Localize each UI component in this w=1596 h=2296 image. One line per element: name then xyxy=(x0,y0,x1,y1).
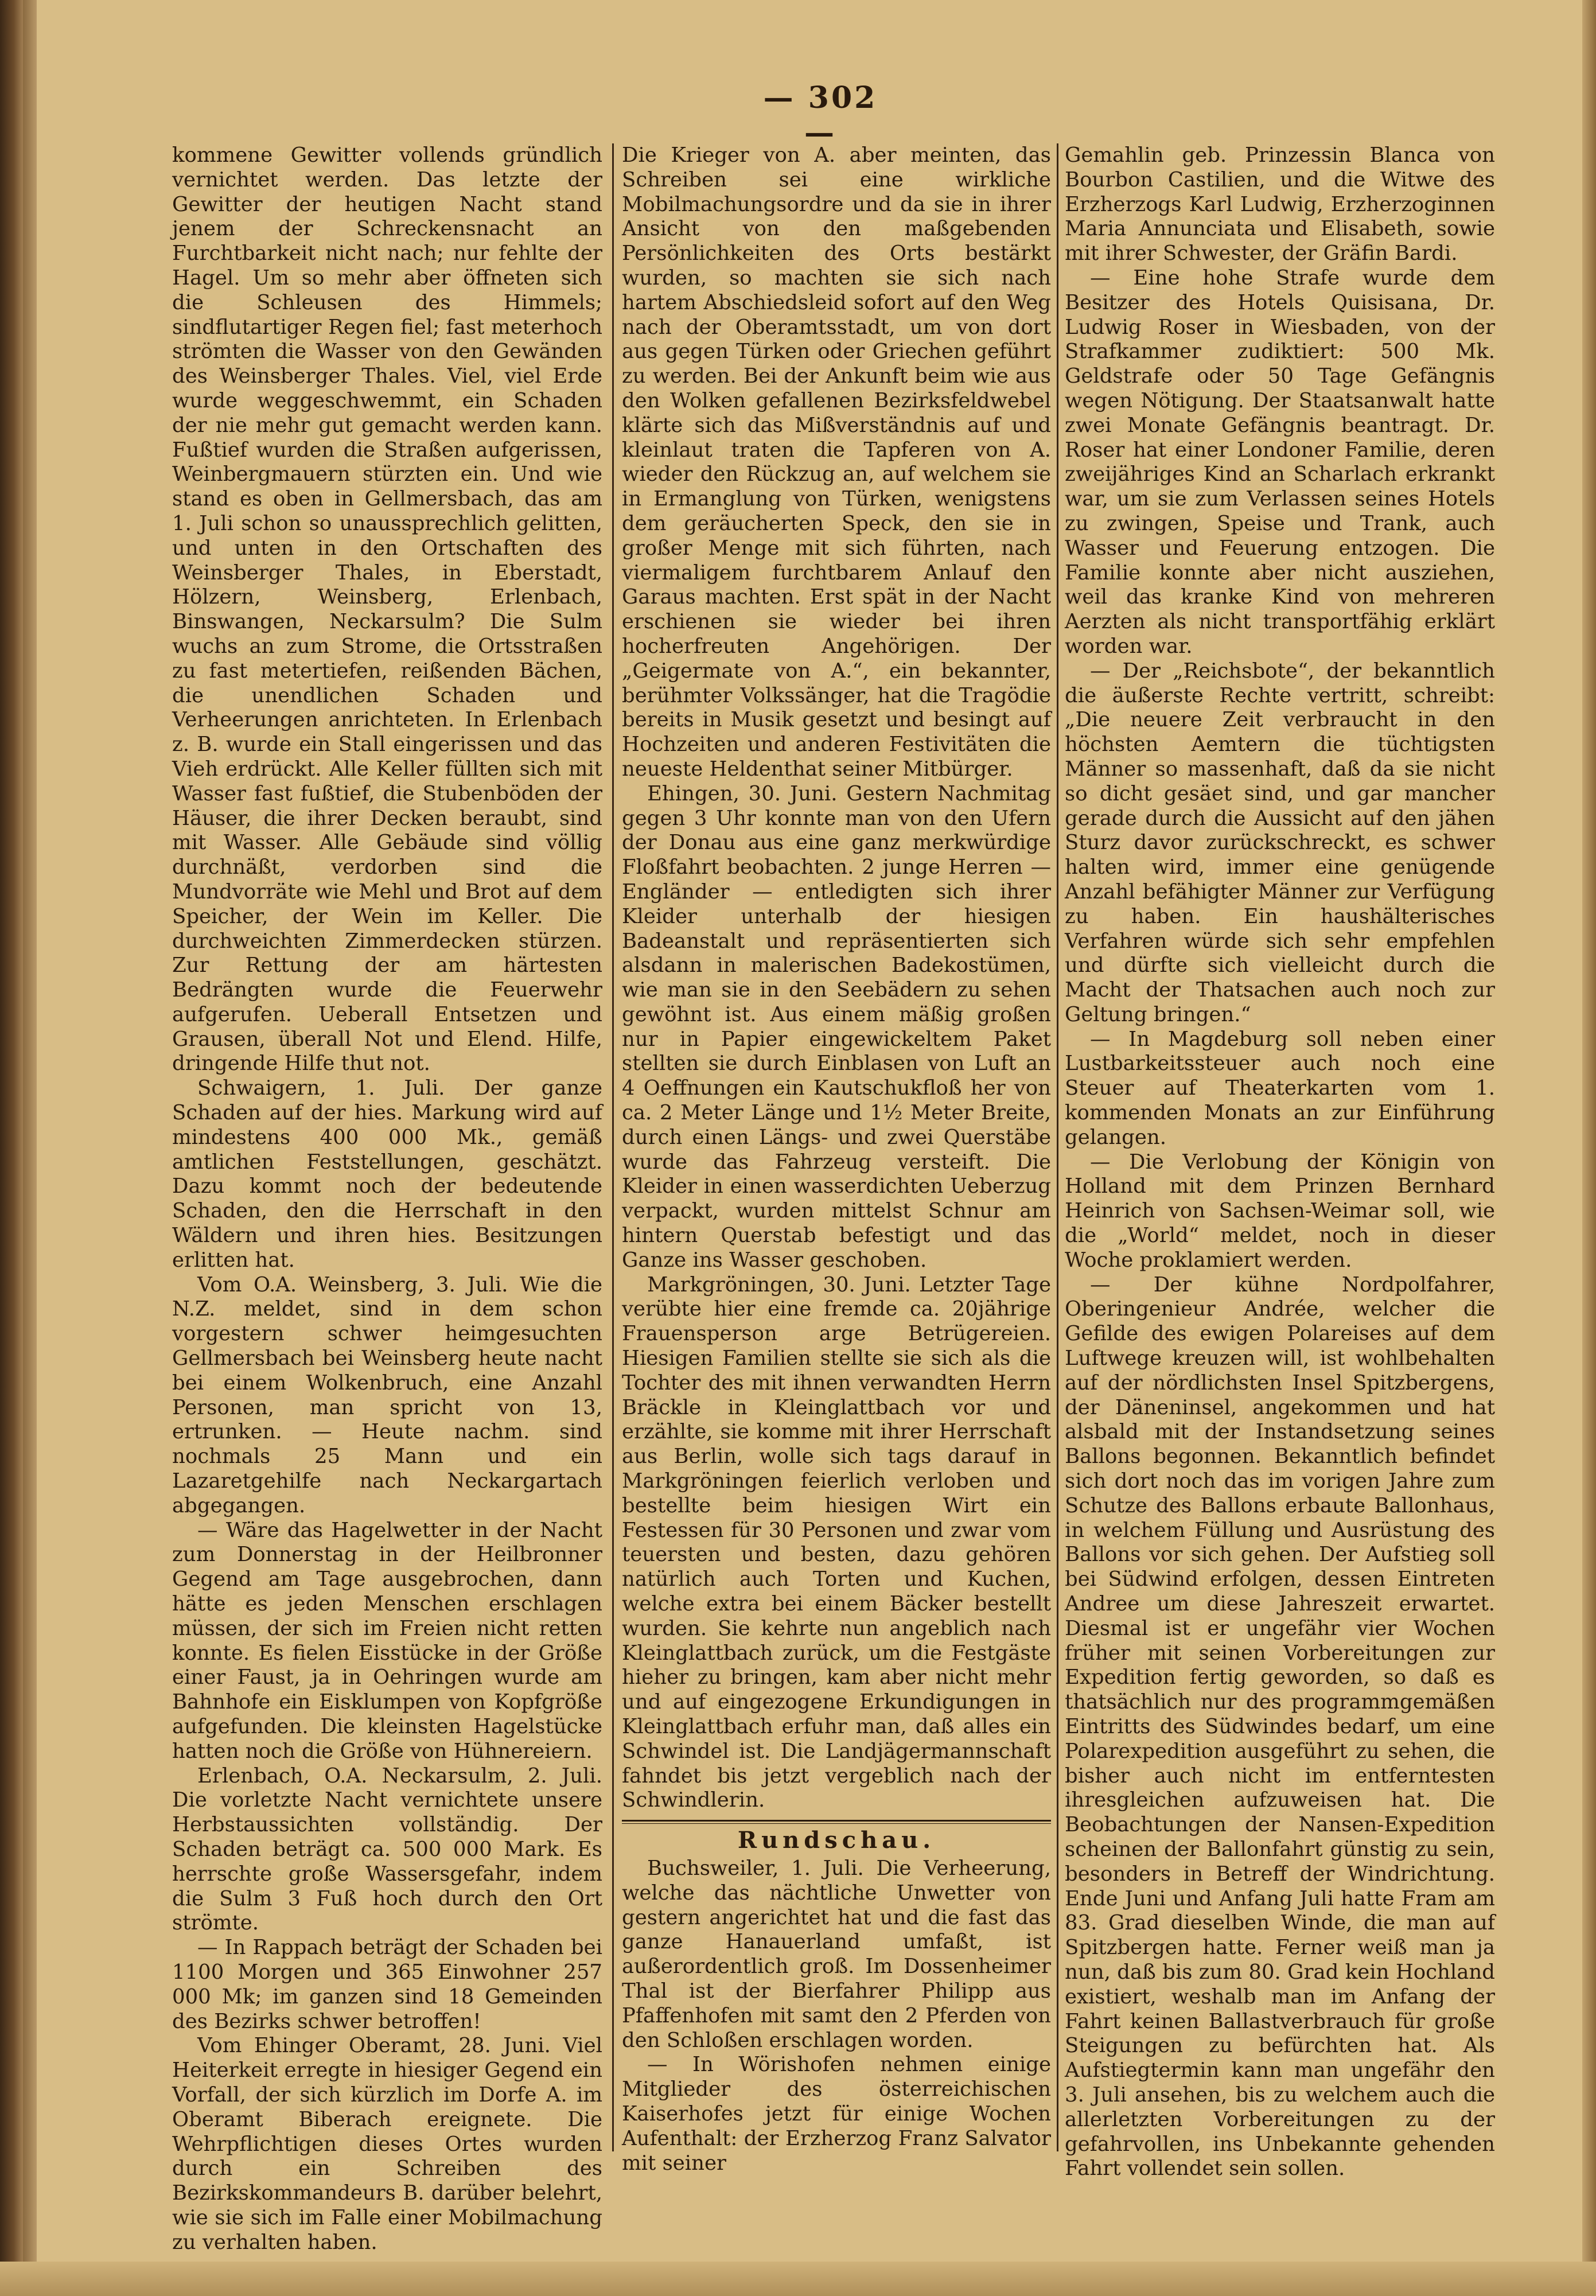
article-paragraph: kommene Gewitter vollends gründlich vernichtet werden. Das letzte der Gewitter der heutigen Nacht stand jenem der Schreckensnacht an Furchtbarkeit nicht nach; nur fehlte der Hagel. Um so mehr aber öffneten sich die Schleusen des Himmels; sindflutartiger Regen fiel; fast meterhoch strömten die Wasser von den Gewänden des Weinsberger Thales. Viel, viel Erde wurde weggeschwemmt, ein Schaden der nie mehr gut gemacht werden kann. Fußtief wurden die Straßen aufgerissen, Weinbergmauern stürzten ein. Und wie stand es oben in Gellmersbach, das am 1. Juli schon so unaussprechlich gelitten, und unten in den Ortschaften des Weinsberger Thales, in Eberstadt, Hölzern, Weinsberg, Erlenbach, Binswangen, Neckarsulm? Die Sulm wuchs an zum Strome, die Ortsstraßen zu fast metertiefen, reißenden Bächen, die unendlichen Schaden und Verheerungen anrichteten. In Erlenbach z. B. wurde ein Stall eingerissen und das Vieh erdrückt. Alle Keller füllten sich mit Wasser fast fußtief, die Stubenböden der Häuser, die ihrer Decken beraubt, sind mit Wasser. Alle Gebäude sind völlig durchnäßt, verdorben sind die Mundvorräte wie Mehl und Brot auf dem Speicher, der Wein im Keller. Die durchweichten Zimmerdecken stürzen. Zur Rettung der am härtesten Bedrängten wurde die Feuerwehr aufgerufen. Ueberall Entsetzen und Grausen, überall Not und Elend. Hilfe, dringende Hilfe thut not. xyxy=(172,143,602,1076)
page-number: — 302 — xyxy=(763,80,878,150)
section-divider xyxy=(622,1820,1051,1824)
scan-edge-bottom xyxy=(0,2262,1596,2296)
column-rule-1 xyxy=(612,143,614,2151)
article-paragraph: Vom Ehinger Oberamt, 28. Juni. Viel Heiterkeit erregte in hiesiger Gegend ein Vorfall, der sich kürzlich im Dorfe A. im Oberamt Biberach ereignete. Die Wehrpflichtigen dieses Ortes wurden durch ein Schreiben des Bezirkskommandeurs B. darüber belehrt, wie sie sich im Falle einer Mobilmachung zu verhalten haben. xyxy=(172,2034,602,2254)
scan-edge-left xyxy=(0,0,23,2296)
column-3 xyxy=(1065,143,1495,2186)
article-paragraph: Buchsweiler, 1. Juli. Die Verheerung, welche das nächtliche Unwetter von gestern angerichtet hat und die fast das ganze Hanauerland umfaßt, ist außerordentlich groß. Im Dossenheimer Thal ist der Bierfahrer Philipp aus Pfaffenhofen mit samt den 2 Pferden von den Schloßen erschlagen worden. xyxy=(622,1856,1051,2052)
article-paragraph: — In Rappach beträgt der Schaden bei 1100 Morgen und 365 Einwohner 257 000 Mk; im ganzen sind 18 Gemeinden des Bezirks schwer betroffen! xyxy=(172,1936,602,2033)
article-paragraph: Schwaigern, 1. Juli. Der ganze Schaden auf der hies. Markung wird auf mindestens 400 000 Mk., gemäß amtlichen Feststellungen, geschätzt. Dazu kommt noch der bedeutende Schaden, den die Herrschaft in den Wäldern und ihren hies. Besitzungen erlitten hat. xyxy=(172,1076,602,1272)
article-paragraph: — Wäre das Hagelwetter in der Nacht zum Donnerstag in der Heilbronner Gegend am Tage ausgebrochen, dann hätte es jeden Menschen erschlagen müssen, der sich im Freien nicht retten konnte. Es fielen Eisstücke in der Größe einer Faust, ja in Oehringen wurde am Bahnhofe ein Eisklumpen von Kopfgröße aufgefunden. Die kleinsten Hagelstücke hatten noch die Größe von Hühnereiern. xyxy=(172,1518,602,1763)
column-2 xyxy=(622,143,1051,2186)
article-paragraph: Gemahlin geb. Prinzessin Blanca von Bourbon Castilien, und die Witwe des Erzherzogs Karl Ludwig, Erzherzoginnen Maria Annunciata und Elisabeth, sowie mit ihrer Schwester, der Gräfin Bardi. xyxy=(1065,143,1495,266)
article-paragraph: — Die Verlobung der Königin von Holland mit dem Prinzen Bernhard Heinrich von Sachsen-Weimar soll, wie die „World“ meldet, noch in dieser Woche proklamiert werden. xyxy=(1065,1150,1495,1272)
article-paragraph: Markgröningen, 30. Juni. Letzter Tage verübte hier eine fremde ca. 20jährige Frauensperson arge Betrügereien. Hiesigen Familien stellte sie sich als die Tochter des mit ihnen verwandten Herrn Bräckle in Kleinglattbach vor und erzählte, sie komme mit ihrer Herrschaft aus Berlin, wolle sich tags darauf in Markgröningen feierlich verloben und bestellte beim hiesigen Wirt ein Festessen für 30 Personen und zwar vom teuersten und besten, dazu gehören natürlich auch Torten und Kuchen, welche extra bei einem Bäcker bestellt wurden. Sie kehrte nun angeblich nach Kleinglattbach zurück, um die Festgäste hieher zu bringen, kam aber nicht mehr und auf eingezogene Erkundigungen in Kleinglattbach erfuhr man, daß alles ein Schwindel ist. Die Landjägermannschaft fahndet bis jetzt vergeblich nach der Schwindlerin. xyxy=(622,1272,1051,1812)
article-paragraph: Ehingen, 30. Juni. Gestern Nachmitag gegen 3 Uhr konnte man von den Ufern der Donau aus eine ganz merkwürdige Floßfahrt beobachten. 2 junge Herren — Engländer — entledigten sich ihrer Kleider unterhalb der hiesigen Badeanstalt und repräsentierten sich alsdann in malerischen Badekostümen, wie man sie in den Seebädern zu sehen gewöhnt ist. Aus einem mäßig großen nur in Papier eingewickeltem Paket stellten sie durch Einblasen von Luft an 4 Oeffnungen ein Kautschukfloß her von ca. 2 Meter Länge und 1½ Meter Breite, durch einen Längs- und zwei Querstäbe wurde das Fahrzeug versteift. Die Kleider in einen wasserdichten Ueberzug verpackt, wurden mittelst Schnur am hintern Querstab befestigt und das Ganze ins Wasser geschoben. xyxy=(622,781,1051,1272)
article-paragraph: Die Krieger von A. aber meinten, das Schreiben sei eine wirkliche Mobilmachungsordre und da sie in ihrer Ansicht von den maßgebenden Persönlichkeiten des Orts bestärkt wurden, so machten sie sich nach hartem Abschiedsleid sofort auf den Weg nach der Oberamtsstadt, um von dort aus gegen Türken oder Griechen geführt zu werden. Bei der Ankunft beim wie aus den Wolken gefallenen Bezirksfeldwebel klärte sich das Mißverständnis auf und kleinlaut traten die Tapferen von A. wieder den Rückzug an, auf welchem sie in Ermanglung von Türken, wenigstens dem geräucherten Speck, den sie in großer Menge mit sich führten, nach viermaligem furchtbarem Anlauf den Garaus machten. Erst spät in der Nacht erschienen sie wieder bei ihren hocherfreuten Angehörigen. Der „Geigermate von A.“, ein bekannter, berühmter Volkssänger, hat die Tragödie bereits in Musik gesetzt und besingt auf Hochzeiten und anderen Festivitäten die neueste Heldenthat seiner Mitbürger. xyxy=(622,143,1051,781)
section-title: Rundschau. xyxy=(737,1827,936,1854)
article-paragraph: — Der „Reichsbote“, der bekanntlich die äußerste Rechte vertritt, schreibt: „Die neuere Zeit verbraucht in den höchsten Aemtern die tüchtigsten Männer so massenhaft, daß da sie nicht so dicht gesäet sind, und gar mancher gerade durch die Aussicht auf den jähen Sturz davor zurückschreckt, es schwer halten wird, immer eine genügende Anzahl befähigter Männer zur Verfügung zu haben. Ein haushälterisches Verfahren würde sich sehr empfehlen und dürfte sich vielleicht durch die Macht der Thatsachen auch noch zur Geltung bringen.“ xyxy=(1065,659,1495,1026)
column-rule-2 xyxy=(1057,143,1058,2151)
page-binding xyxy=(23,0,37,2296)
article-paragraph: Vom O.A. Weinsberg, 3. Juli. Wie die N.Z. meldet, sind in dem schon vorgestern schwer heimgesuchten Gellmersbach bei Weinsberg heute nacht bei einem Wolkenbruch, eine Anzahl Personen, man spricht von 13, ertrunken. — Heute nachm. sind nochmals 25 Mann und ein Lazaretgehilfe nach Neckargartach abgegangen. xyxy=(172,1272,602,1517)
article-paragraph: — Der kühne Nordpolfahrer, Oberingenieur Andrée, welcher die Gefilde des ewigen Polareises auf dem Luftwege kreuzen will, ist wohlbehalten auf der nördlichsten Insel Spitzbergens, der Däneninsel, angekommen und hat alsbald mit der Instandsetzung seines Ballons begonnen. Bekanntlich befindet sich dort noch das im vorigen Jahre zum Schutze des Ballons erbaute Ballonhaus, in welchem Füllung und Ausrüstung des Ballons vor sich gehen. Der Aufstieg soll bei Südwind erfolgen, dessen Eintreten Andree um diese Jahreszeit erwartet. Diesmal ist er ungefähr vier Wochen früher mit seinen Vorbereitungen zur Expedition fertig geworden, so daß es thatsächlich nur des programmgemäßen Eintritts des Südwindes bedarf, um eine Polarexpedition ausgeführt zu sehen, die bisher auch nicht im entferntesten ihresgleichen aufzuweisen hat. Die Beobachtungen der Nansen-Expedition scheinen der Ballonfahrt günstig zu sein, besonders in Betreff der Windrichtung. Ende Juni und Anfang Juli hatte Fram am 83. Grad dieselben Winde, die man auf Spitzbergen hatte. Ferner weiß man ja nun, daß bis zum 80. Grad kein Hochland existiert, weshalb man im Anfang der Fahrt keinen Ballastverbrauch für große Steigungen zu befürchten hat. Als Aufstiegtermin kann man ungefähr den 3. Juli ansehen, bis zu welchem auch die allerletzten Vorbereitungen zu der gefahrvollen, ins Unbekannte gehenden Fahrt vollendet sein sollen. xyxy=(1065,1272,1495,2181)
article-paragraph: — Eine hohe Strafe wurde dem Besitzer des Hotels Quisisana, Dr. Ludwig Roser in Wiesbaden, von der Strafkammer zudiktiert: 500 Mk. Geldstrafe oder 50 Tage Gefängnis wegen Nötigung. Der Staatsanwalt hatte zwei Monate Gefängnis beantragt. Dr. Roser hat einer Londoner Familie, deren zweijähriges Kind an Scharlach erkrankt war, um sie zum Verlassen seines Hotels zu zwingen, Speise und Trank, auch Wasser und Feuerung entzogen. Die Familie konnte aber nicht ausziehen, weil das kranke Kind von mehreren Aerzten als nicht transportfähig erklärt worden war. xyxy=(1065,266,1495,658)
article-paragraph: Erlenbach, O.A. Neckarsulm, 2. Juli. Die vorletzte Nacht vernichtete unsere Herbstaussichten vollständig. Der Schaden beträgt ca. 500 000 Mark. Es herrschte große Wassersgefahr, indem die Sulm 3 Fuß hoch durch den Ort strömte. xyxy=(172,1764,602,1935)
scan-edge-right xyxy=(1582,0,1596,2296)
article-paragraph: — In Magdeburg soll neben einer Lustbarkeitssteuer auch noch eine Steuer auf Theaterkarten vom 1. kommenden Monats an zur Einführung gelangen. xyxy=(1065,1027,1495,1149)
article-paragraph: — In Wörishofen nehmen einige Mitglieder des österreichischen Kaiserhofes jetzt für einige Wochen Aufenthalt: der Erzherzog Franz Salvator mit seiner xyxy=(622,2053,1051,2175)
column-1 xyxy=(172,143,602,2254)
